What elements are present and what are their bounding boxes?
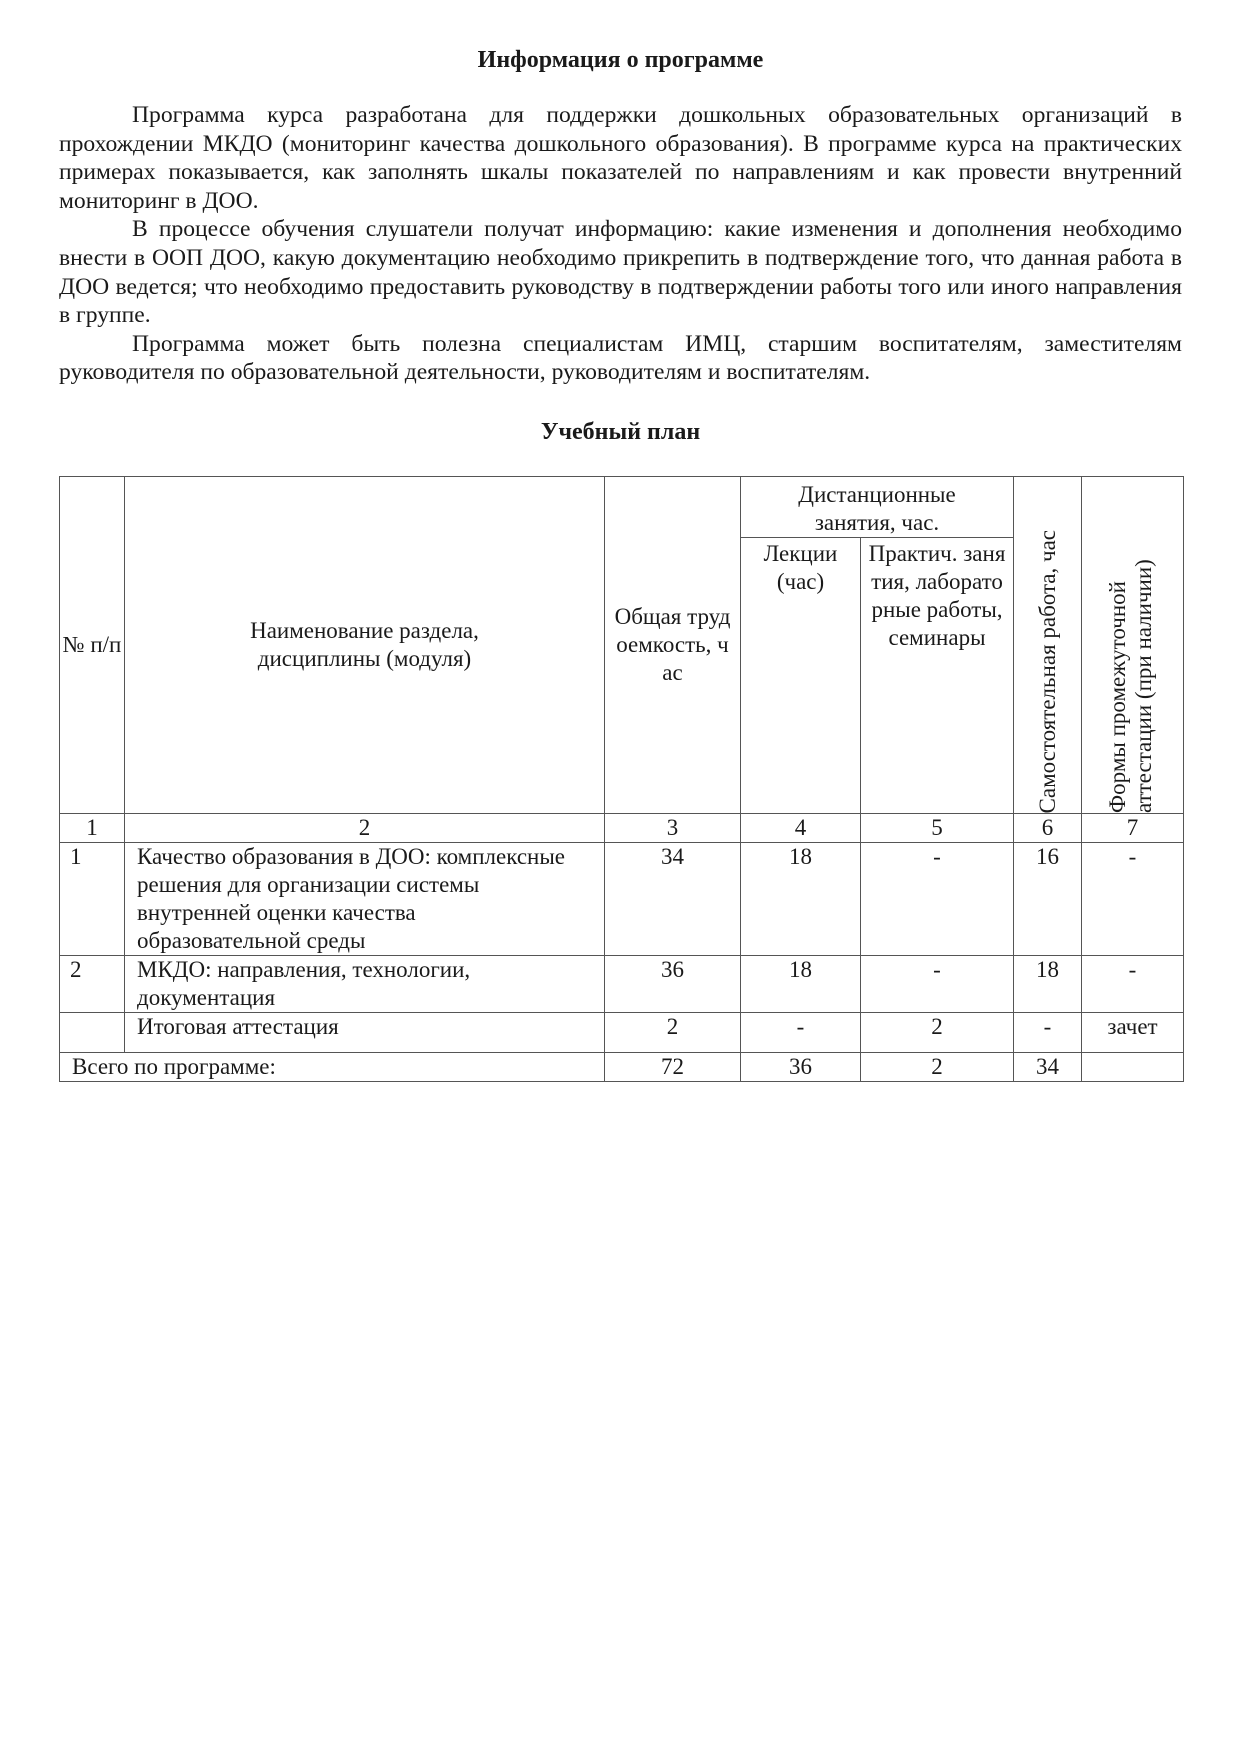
paragraph-1: Программа курса разработана для поддержки дошкольных образовательных организаций в прохождении МКДО (мониторинг качества дошкольного образования). В программе курса на практических примерах показывается, как заполнять шкалы показателей по направлениям и как провести внутренний мониторинг в ДОО. [59,102,1182,214]
header-row-top [60,477,1184,538]
curriculum-table [59,476,1184,1082]
header-practice [861,538,1014,814]
total-lectures: 36 [741,1053,861,1082]
row-3-self: - [1014,1013,1082,1053]
row-2-name: МКДО: направления, технологии, документация [125,956,605,1013]
col-number-4: 4 [741,814,861,843]
col-number-3: 3 [605,814,741,843]
row-2-num: 2 [60,956,125,1013]
header-num [60,477,125,814]
total-forms [1082,1053,1184,1082]
row-2-forms: - [1082,956,1184,1013]
table-row [60,843,1184,956]
row-3-forms: зачет [1082,1013,1184,1053]
column-numbers-row [60,814,1184,843]
total-practice: 2 [861,1053,1014,1082]
row-2-practice: - [861,956,1014,1013]
plan-title: Учебный план [540,419,701,445]
col-number-1: 1 [60,814,125,843]
total-row [60,1053,1184,1082]
program-description [59,101,1182,387]
paragraph-2: В процессе обучения слушатели получат информацию: какие изменения и дополнения необходимо внести в ООП ДОО, какую документацию необходимо прикрепить в подтверждение того, что данная работа в ДОО ведется; что необходимо предоставить руководству в подтверждении работы того или иного направления в группе. [59,216,1182,329]
paragraph-3: Программа может быть полезна специалистам ИМЦ, старшим воспитателям, заместителям руководителя по образовательной деятельности, руководителям и воспитателям. [59,330,1182,386]
total-label: Всего по программе: [60,1053,605,1082]
row-1-total: 34 [605,843,741,956]
header-name [125,477,605,814]
header-total-label: Общая трудоемкость, час [614,604,731,685]
section-title: Информация о программе [477,47,764,73]
header-self-label: Самостоятельная работа, час [1034,529,1060,813]
row-1-lectures: 18 [741,843,861,956]
header-total [605,477,741,814]
total-self: 34 [1014,1053,1082,1082]
header-lectures-label: Лекции (час) [763,541,838,594]
table-row [60,956,1184,1013]
row-3-lectures: - [741,1013,861,1053]
row-2-total: 36 [605,956,741,1013]
col-number-5: 5 [861,814,1014,843]
table-row [60,1013,1184,1053]
row-2-lectures: 18 [741,956,861,1013]
row-1-self: 16 [1014,843,1082,956]
col-number-6: 6 [1014,814,1082,843]
row-3-total: 2 [605,1013,741,1053]
col-number-7: 7 [1082,814,1184,843]
row-3-num [60,1013,125,1053]
total-total: 72 [605,1053,741,1082]
row-1-num: 1 [60,843,125,956]
header-distance-label: Дистанционные занятия, час. [798,482,956,535]
row-3-practice: 2 [861,1013,1014,1053]
header-forms [1082,477,1184,814]
header-lectures [741,538,861,814]
header-forms-label: Формы промежуточной аттестации (при наличии) [1104,559,1156,813]
col-number-2: 2 [125,814,605,843]
row-1-name: Качество образования в ДОО: комплексные решения для организации системы внутренней оценки качества образовательной среды [125,843,605,956]
header-self [1014,477,1082,814]
row-3-name: Итоговая аттестация [125,1013,605,1053]
header-practice-label: Практич. занятия, лабораторные работы, семинары [868,541,1006,650]
row-1-practice: - [861,843,1014,956]
row-2-self: 18 [1014,956,1082,1013]
header-distance-group [741,477,1014,538]
header-name-label: Наименование раздела, дисциплины (модуля) [250,618,479,671]
header-num-label: № п/п [62,632,122,657]
row-1-forms: - [1082,843,1184,956]
